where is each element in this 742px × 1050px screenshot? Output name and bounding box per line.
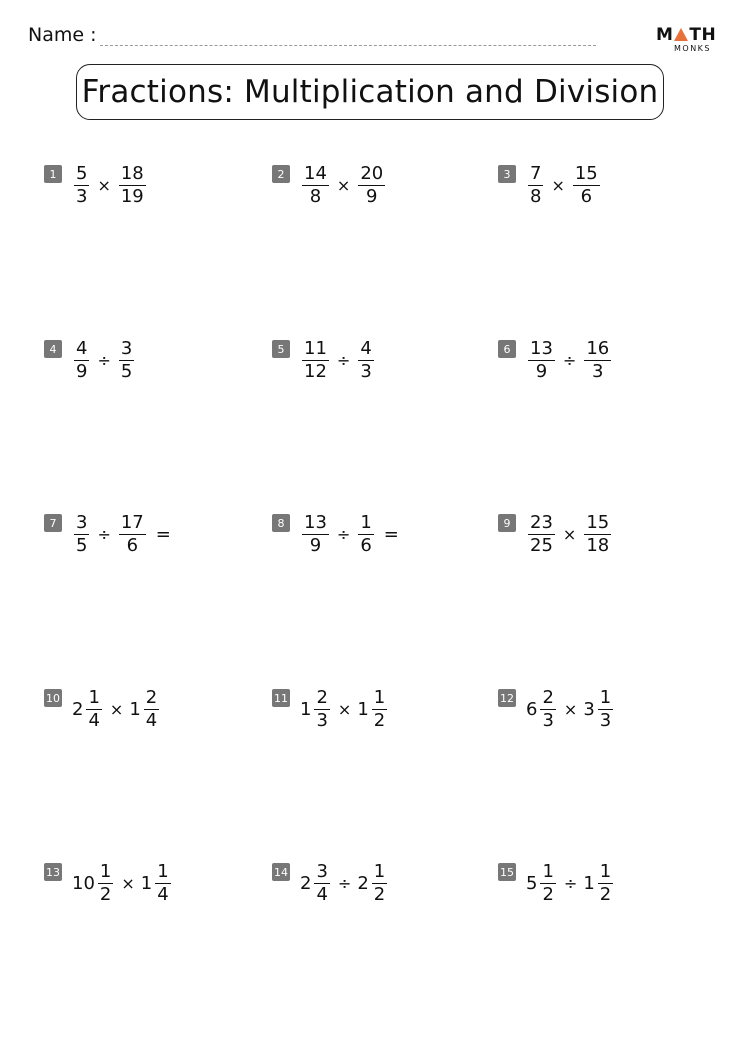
problem-number-badge: 6 (498, 340, 516, 358)
problem-number-badge: 10 (44, 689, 62, 707)
numerator: 15 (574, 163, 598, 184)
numerator: 18 (120, 163, 144, 184)
operator-sign: × (336, 176, 351, 195)
denominator: 3 (599, 710, 612, 731)
numerator: 4 (360, 338, 372, 359)
equals-sign: = (155, 524, 171, 545)
numerator: 13 (304, 512, 327, 533)
denominator: 19 (120, 186, 144, 207)
problem-item (44, 164, 148, 207)
problem-number-badge: 4 (44, 340, 62, 358)
operator-sign: × (121, 874, 135, 893)
problem-number-badge: 12 (498, 689, 516, 707)
numerator: 1 (373, 687, 386, 708)
problem-item (272, 164, 387, 207)
fraction (573, 164, 600, 207)
numerator: 1 (373, 861, 386, 882)
fraction (74, 339, 89, 382)
fraction (372, 862, 387, 905)
problem-number-badge: 11 (272, 689, 290, 707)
problem-item (44, 513, 171, 556)
fraction (74, 513, 89, 556)
operator-sign: × (551, 176, 565, 195)
problem-number-badge: 8 (272, 514, 290, 532)
denominator: 2 (542, 884, 554, 905)
denominator: 4 (316, 884, 328, 905)
problem-number-badge: 3 (498, 165, 516, 183)
numerator: 2 (145, 687, 158, 708)
denominator: 5 (120, 361, 133, 382)
denominator: 4 (157, 884, 169, 905)
numerator: 7 (530, 163, 542, 184)
numerator: 11 (304, 338, 327, 359)
denominator: 4 (145, 710, 158, 731)
whole-number: 1 (129, 699, 141, 720)
problem-item (498, 164, 602, 207)
fraction (598, 862, 613, 905)
equals-sign: = (383, 524, 399, 545)
numerator: 16 (586, 338, 610, 359)
fraction (302, 513, 329, 556)
name-label: Name : (28, 24, 97, 46)
denominator: 9 (309, 535, 322, 556)
fraction (314, 688, 329, 731)
numerator: 2 (542, 687, 554, 708)
problem-item (498, 688, 615, 731)
whole-number: 6 (526, 699, 538, 720)
fraction (358, 164, 385, 207)
operator-sign: ÷ (97, 351, 111, 370)
denominator: 3 (360, 361, 372, 382)
fraction (144, 688, 159, 731)
fraction (302, 339, 329, 382)
denominator: 3 (592, 361, 604, 382)
numerator: 15 (586, 512, 610, 533)
logo-text-right: TH (689, 25, 717, 45)
denominator: 2 (599, 884, 612, 905)
denominator: 5 (76, 535, 88, 556)
problem-number-badge: 15 (498, 863, 516, 881)
fraction (119, 339, 134, 382)
operator-sign: ÷ (336, 525, 351, 544)
denominator: 3 (76, 186, 88, 207)
numerator: 1 (599, 861, 612, 882)
problem-number-badge: 9 (498, 514, 516, 532)
operator-sign: × (97, 176, 111, 195)
operator-sign: ÷ (336, 351, 351, 370)
whole-number: 1 (300, 699, 312, 720)
problem-item (272, 688, 389, 731)
fraction (155, 862, 170, 905)
numerator: 4 (76, 338, 88, 359)
numerator: 14 (304, 163, 327, 184)
operator-sign: × (337, 700, 352, 719)
whole-number: 1 (583, 873, 595, 894)
fraction (528, 339, 555, 382)
fraction (584, 513, 611, 556)
fraction (119, 164, 146, 207)
whole-number: 2 (357, 873, 369, 894)
denominator: 18 (586, 535, 610, 556)
fraction (598, 688, 613, 731)
denominator: 9 (366, 186, 378, 207)
numerator: 3 (316, 861, 328, 882)
numerator: 17 (120, 512, 144, 533)
page-title: Fractions: Multiplication and Division (81, 74, 659, 110)
math-monks-logo (656, 26, 720, 54)
problem-item (498, 339, 613, 382)
operator-sign: × (562, 525, 577, 544)
problem-item (272, 862, 389, 905)
problem-number-badge: 7 (44, 514, 62, 532)
problem-item (272, 513, 399, 556)
denominator: 6 (580, 186, 593, 207)
denominator: 3 (542, 710, 554, 731)
fraction (358, 513, 373, 556)
numerator: 13 (530, 338, 553, 359)
denominator: 12 (304, 361, 327, 382)
fraction (74, 164, 89, 207)
whole-number: 1 (140, 873, 153, 894)
whole-number: 2 (300, 873, 312, 894)
denominator: 2 (99, 884, 112, 905)
whole-number: 5 (526, 873, 538, 894)
numerator: 1 (360, 512, 372, 533)
denominator: 6 (126, 535, 139, 556)
problem-number-badge: 1 (44, 165, 62, 183)
problem-item (498, 513, 613, 556)
triangle-icon (674, 28, 688, 41)
numerator: 1 (88, 687, 100, 708)
denominator: 2 (373, 710, 386, 731)
fraction (98, 862, 113, 905)
fraction (528, 513, 555, 556)
fraction (540, 862, 555, 905)
denominator: 8 (309, 186, 322, 207)
problem-number-badge: 2 (272, 165, 290, 183)
fraction (314, 862, 329, 905)
operator-sign: ÷ (337, 874, 352, 893)
denominator: 9 (535, 361, 548, 382)
problem-number-badge: 5 (272, 340, 290, 358)
name-write-line (100, 45, 596, 46)
logo-wordmark (656, 26, 720, 44)
title-box (76, 64, 664, 120)
fraction (119, 513, 146, 556)
whole-number: 2 (72, 699, 84, 720)
fraction (528, 164, 543, 207)
denominator: 25 (530, 535, 553, 556)
whole-number: 10 (72, 873, 95, 894)
numerator: 1 (599, 687, 612, 708)
operator-sign: ÷ (562, 351, 577, 370)
numerator: 3 (76, 512, 88, 533)
problem-item (44, 862, 173, 905)
problem-item (44, 688, 161, 731)
logo-text-left: M (656, 25, 674, 45)
denominator: 9 (76, 361, 88, 382)
numerator: 23 (530, 512, 553, 533)
logo-subtext: MONKS (674, 44, 712, 53)
fraction (86, 688, 101, 731)
problem-number-badge: 13 (44, 863, 62, 881)
operator-sign: ÷ (563, 874, 578, 893)
numerator: 1 (157, 861, 169, 882)
numerator: 1 (542, 861, 554, 882)
problem-number-badge: 14 (272, 863, 290, 881)
operator-sign: ÷ (97, 525, 111, 544)
denominator: 4 (88, 710, 100, 731)
fraction (540, 688, 555, 731)
denominator: 3 (316, 710, 328, 731)
fraction (372, 688, 387, 731)
fraction (584, 339, 611, 382)
numerator: 1 (99, 861, 112, 882)
whole-number: 3 (583, 699, 595, 720)
numerator: 20 (360, 163, 384, 184)
fraction (302, 164, 329, 207)
denominator: 8 (530, 186, 542, 207)
problem-item (44, 339, 136, 382)
problem-item (272, 339, 376, 382)
operator-sign: × (109, 700, 124, 719)
numerator: 5 (76, 163, 88, 184)
whole-number: 1 (357, 699, 369, 720)
fraction (358, 339, 373, 382)
numerator: 2 (316, 687, 328, 708)
numerator: 3 (120, 338, 133, 359)
denominator: 6 (360, 535, 372, 556)
denominator: 2 (373, 884, 386, 905)
operator-sign: × (563, 700, 578, 719)
problem-item (498, 862, 615, 905)
